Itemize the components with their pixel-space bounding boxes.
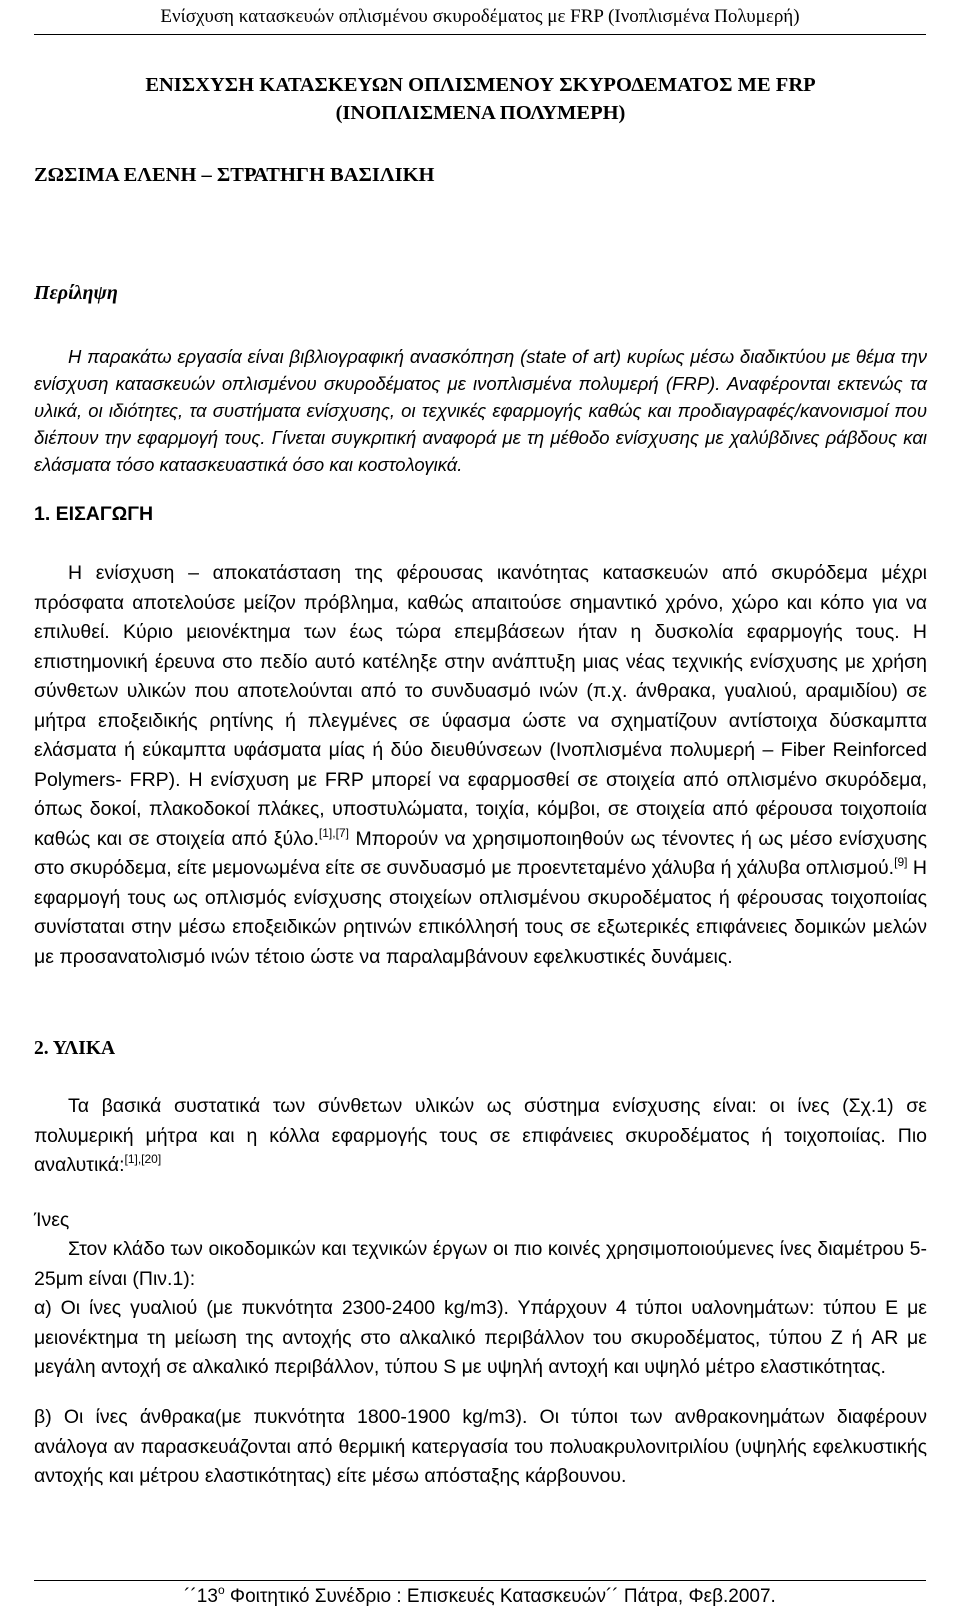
fibers-intro: Στον κλάδο των οικοδομικών και τεχνικών έργων οι πιο κοινές χρησιμοποιούμενες ίνες διαμέτρου 5-25μm είναι (Πιν.1):	[34, 1238, 927, 1290]
citation-1-7: [1],[7]	[318, 825, 349, 840]
footer-rule	[34, 1580, 926, 1581]
authors: ΖΩΣΙΜΑ ΕΛΕΝΗ – ΣΤΡΑΤΗΓΗ ΒΑΣΙΛΙΚΗ	[34, 164, 435, 186]
abstract-heading: Περίληψη	[34, 282, 118, 304]
citation-9: [9]	[894, 855, 908, 869]
section-2-heading: 2. ΥΛΙΚΑ	[34, 1038, 116, 1059]
section-2-paragraph	[34, 1092, 927, 1181]
page-footer	[0, 1583, 960, 1608]
fibers-glass-item: α) Οι ίνες γυαλιού (με πυκνότητα 2300-2400 kg/m3). Υπάρχουν 4 τύποι υαλονημάτων: τύπου Ε με μειονέκτημα τη μείωση της αντοχής στο αλκαλικό περιβάλλον του σκυροδέματος, τύπου Ζ ή AR με μεγάλη αντοχή σε αλκαλικό περιβάλλον, τύπου S με υψηλή αντοχή και υψηλό μέτρο ελαστικότητας.	[34, 1297, 927, 1378]
footer-text: Φοιτητικό Συνέδριο : Επισκευές Κατασκευών´´ Πάτρα, Φεβ.2007.	[224, 1586, 776, 1607]
footer-prefix: ´´13	[184, 1586, 218, 1607]
section-1-text-part-1: Η ενίσχυση – αποκατάσταση της φέρουσας ικανότητας κατασκευών από σκυρόδεμα μέχρι πρόσφατα αποτελούσε μείζον πρόβλημα, καθώς απαιτούσε σημαντικό χρόνο, χώρο και κόπο για να επιλυθεί. Κύριο μειονέκτημα των έως τώρα επεμβάσεων ήταν η δυσκολία εφαρμογής τους. Η επιστημονική έρευνα στο πεδίο αυτό κατέληξε στην ανάπτυξη μιας νέας τεχνικής ενίσχυσης με χρήση σύνθετων υλικών που αποτελούνται από το συνδυασμό ινών (π.χ. άνθρακα, γυαλιού, αραμιδίου) σε μήτρα εποξειδικής ρητίνης ή πλεγμένες σε ύφασμα ώστε να σχηματίζουν αντίστοιχα δύσκαμπτα ελάσματα ή εύκαμπτα υφάσματα μίας ή δύο διευθύνσεων (Ινοπλισμένα πολυμερή – Fiber Reinforced Polymers- FRP). Η ενίσχυση με FRP μπορεί να εφαρμοσθεί σε στοιχεία από οπλισμένο σκυρόδεμα, όπως δοκοί, πλακοδοκοί πλάκες, υποστυλώματα, τοιχία, κόμβοι, σε στοιχεία από φέρουσα τοιχοποιία καθώς και σε στοιχεία από ξύλο.	[34, 562, 928, 850]
fibers-heading: Ίνες	[34, 1209, 70, 1231]
running-header: Ενίσχυση κατασκευών οπλισμένου σκυροδέματος με FRP (Ινοπλισμένα Πολυμερή)	[160, 6, 800, 27]
paper-title-line-2: (ΙΝΟΠΛΙΣΜΕΝΑ ΠΟΛΥΜΕΡΗ)	[335, 102, 626, 124]
section-1-heading: 1. ΕΙΣΑΓΩΓΗ	[34, 503, 154, 525]
section-1-paragraph	[34, 559, 927, 972]
section-1-text-part-3: Η εφαρμογή τους ως οπλισμός ενίσχυσης στοιχείων οπλισμένου σκυροδέματος ή φέρουσας τοιχοποιίας συνίσταται στην μέσω εποξειδικών ρητινών επικόλλησή τους σε εξωτερικές επιφάνειες δομικών μελών με προσανατολισμό ινών τέτοιο ώστε να παραλαμβάνουν εφελκυστικές δυνάμεις.	[34, 857, 928, 968]
section-1-text-part-2: Μπορούν να χρησιμοποιηθούν ως τένοντες ή ως μέσο ενίσχυσης στο σκυρόδεμα, είτε μεμονωμένα είτε σε συνδυασμό με προεντεταμένο χάλυβα ή χάλυβα οπλισμού.	[34, 827, 927, 879]
fibers-carbon-item: β) Οι ίνες άνθρακα(με πυκνότητα 1800-1900 kg/m3). Οι τύποι των ανθρακονημάτων διαφέρουν ανάλογα αν παρασκευάζονται από θερμική κατεργασία του πολυακρυλονιτριλίου (υψηλής εφελκυστικής αντοχής και μέτρου ελαστικότητας) είτε μέσω απόσταξης κάρβουνου.	[34, 1406, 927, 1487]
citation-1-20: [1],[20]	[124, 1152, 162, 1166]
paper-title-line-1: ΕΝΙΣΧΥΣΗ ΚΑΤΑΣΚΕΥΩΝ ΟΠΛΙΣΜΕΝΟΥ ΣΚΥΡΟΔΕΜΑΤΟΣ ΜΕ FRP	[145, 74, 816, 96]
abstract-text: Η παρακάτω εργασία είναι βιβλιογραφική ανασκόπηση (state of art) κυρίως μέσω διαδικτύου με θέμα την ενίσχυση κατασκευών οπλισμένου σκυροδέματος με ινοπλισμένα πολυμερή (FRP). Αναφέρονται εκτενώς τα υλικά, οι ιδιότητες, τα συστήματα ενίσχυσης, οι τεχνικές εφαρμογής καθώς και προδιαγραφές/κανονισμοί που διέπουν την εφαρμογή τους. Γίνεται συγκριτική αναφορά με τη μέθοδο ενίσχυσης με χαλύβδινες ράβδους και ελάσματα τόσο κατασκευαστικά όσο και κοστολογικά.	[34, 346, 927, 475]
section-2-text: Τα βασικά συστατικά των σύνθετων υλικών ως σύστημα ενίσχυσης είναι: οι ίνες (Σχ.1) σε πολυμερική μήτρα και η κόλλα εφαρμογής τους σε επιφάνειες σκυροδέματος ή τοιχοποιίας. Πιο αναλυτικά:	[34, 1095, 927, 1176]
header-rule	[34, 34, 926, 35]
footer-superscript: ο	[217, 1583, 225, 1597]
